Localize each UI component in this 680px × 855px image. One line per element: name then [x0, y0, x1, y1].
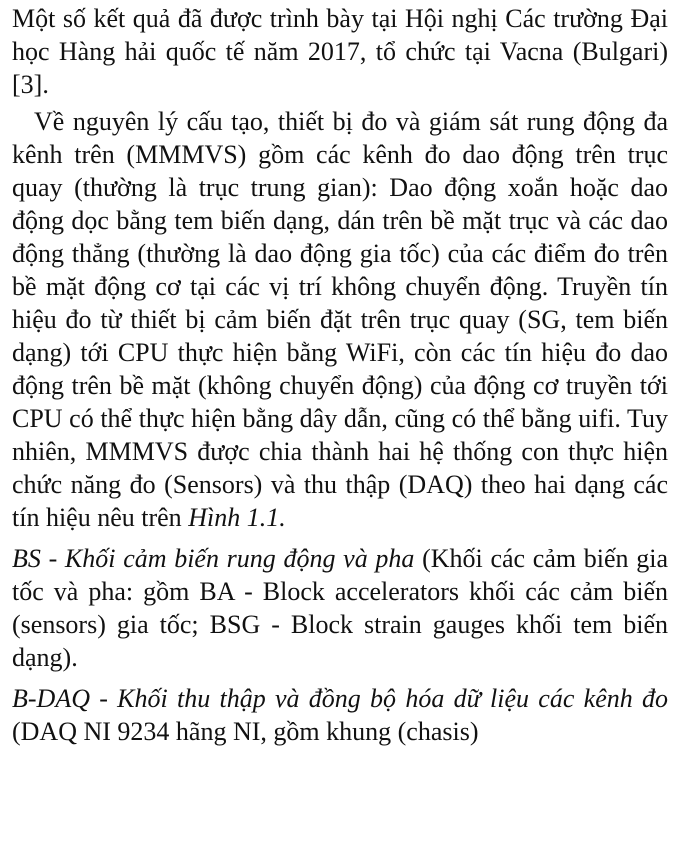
- paragraph-bdaq-block: [12, 682, 668, 748]
- bs-block-term: BS - Khối cảm biến rung động và pha: [12, 544, 415, 573]
- figure-reference: Hình 1.1.: [188, 503, 286, 532]
- paragraph-bs-block: [12, 542, 668, 674]
- paragraph-conference: [12, 2, 668, 101]
- paragraph-conference-text: Một số kết quả đã được trình bày tại Hội nghị Các trường Đại học Hàng hải quốc tế năm 2017, tổ chức tại Vacna (Bulgari) [3].: [12, 4, 668, 99]
- paragraph-mmmvs-structure: [12, 105, 668, 534]
- bs-block-description: (Khối các cảm biến gia tốc và pha: gồm BA - Block accelerators khối các cảm biến (sensors) gia tốc; BSG - Block strain gauges khối tem biến dạng).: [12, 544, 669, 672]
- bdaq-block-term: B-DAQ - Khối thu thập và đồng bộ hóa dữ liệu các kênh đo: [12, 684, 668, 713]
- bdaq-block-description: (DAQ NI 9234 hãng NI, gồm khung (chasis): [12, 717, 479, 746]
- paragraph-mmmvs-text: Về nguyên lý cấu tạo, thiết bị đo và giám sát rung động đa kênh trên (MMMVS) gồm các kênh đo dao động trên trục quay (thường là trục trung gian): Dao động xoắn hoặc dao động dọc bằng tem biến dạng, dán trên bề mặt trục và các dao động thẳng (thường là dao động gia tốc) của các điểm đo trên bề mặt động cơ tại các vị trí không chuyển động. Truyền tín hiệu đo từ thiết bị cảm biến đặt trên trục quay (SG, tem biến dạng) tới CPU thực hiện bằng WiFi, còn các tín hiệu đo dao động trên bề mặt (không chuyển động) của động cơ truyền tới CPU có thể thực hiện bằng dây dẫn, cũng có thể bằng uifi. Tuy nhiên, MMMVS được chia thành hai hệ thống con thực hiện chức năng đo (Sensors) và thu thập (DAQ) theo hai dạng các tín hiệu nêu trên: [12, 107, 668, 532]
